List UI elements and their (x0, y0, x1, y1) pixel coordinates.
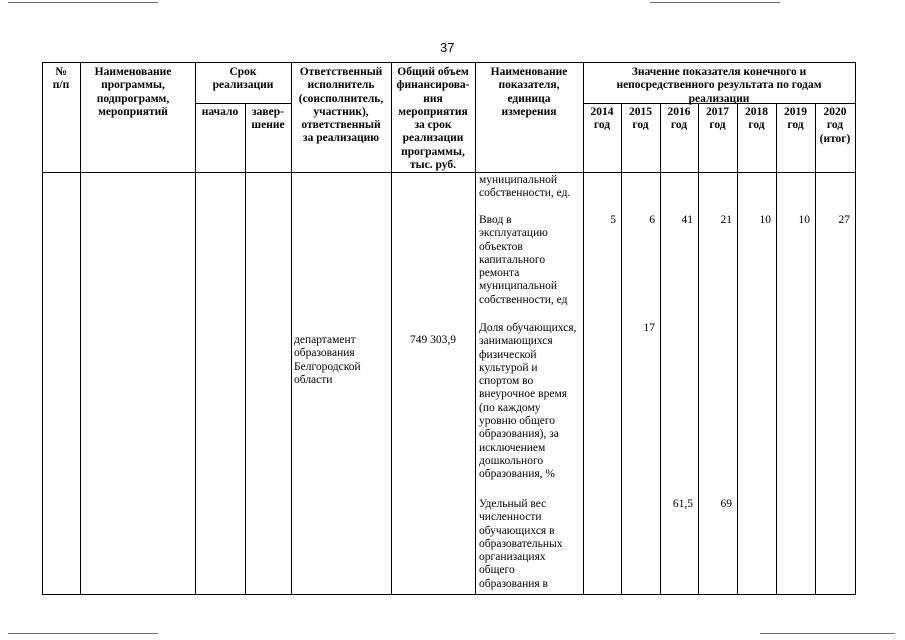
header-funding (391, 66, 475, 172)
indicator-line: обучающихся в (479, 524, 555, 537)
indicator-line: Удельный вес (479, 498, 547, 510)
indicator-line: общего (479, 564, 515, 577)
indicator-value: 6 (649, 214, 655, 226)
header-year-year: 2020 (823, 106, 847, 118)
scan-artifact-bottom-left (8, 633, 158, 634)
header-num-line: № (55, 66, 67, 78)
indicator-value: 41 (681, 214, 693, 226)
grid-line-column (195, 62, 196, 595)
indicator-line: образования в (479, 577, 548, 590)
indicator-3-text (479, 498, 563, 591)
grid-line-top (42, 62, 856, 63)
header-funding-line: ния (423, 92, 443, 105)
grid-line-column (42, 62, 43, 595)
body-responsible-line: департамент (294, 334, 356, 346)
scan-artifact-top-right (650, 2, 780, 3)
indicator-line: Ввод в (479, 214, 512, 226)
header-year-year: 2019 (784, 106, 807, 118)
header-values-title-line: непосредственного результата по годам (616, 79, 822, 92)
indicator-value: 10 (759, 214, 771, 226)
grid-line-subcolumn (815, 103, 816, 595)
header-program-name-line: мероприятий (98, 105, 168, 118)
header-year-unit: год (826, 119, 844, 132)
header-term-end-line: шение (251, 119, 285, 132)
header-indicator-line: показателя, (498, 79, 560, 92)
header-year-6 (815, 106, 855, 146)
header-values-title (583, 66, 855, 106)
header-year-unit: год (670, 119, 688, 132)
grid-line-subcolumn (737, 103, 738, 595)
indicator-line: спортом во (479, 375, 534, 388)
header-year-unit: год (709, 119, 726, 132)
header-year-unit: год (632, 119, 649, 132)
indicator-value: 10 (798, 214, 810, 226)
body-responsible-line: области (294, 373, 333, 386)
header-program-name-line: программы, (101, 79, 165, 92)
header-responsible-line: ответственный (301, 119, 381, 132)
header-funding-line: программы, (401, 145, 465, 158)
indicator-value: 5 (610, 214, 616, 226)
header-year-year: 2016 (667, 106, 691, 118)
header-responsible-line: исполнитель (307, 79, 375, 92)
grid-line-subcolumn (621, 103, 622, 595)
indicator-value: 61,5 (672, 498, 693, 510)
body-responsible (294, 334, 361, 387)
body-responsible-line: образования (294, 347, 355, 360)
indicator-line: капитального (479, 253, 546, 266)
header-indicator (475, 66, 583, 119)
grid-line-column (583, 62, 584, 595)
header-year-3 (698, 106, 737, 133)
header-year-1 (621, 106, 660, 133)
header-year-2 (660, 106, 698, 133)
indicator-line: внеурочное время (479, 388, 568, 401)
header-year-unit: год (787, 119, 804, 132)
header-program-name-line: Наименование (94, 66, 172, 78)
body-responsible-line: Белгородской (294, 360, 361, 373)
indicator-line: уровню общего (479, 415, 556, 428)
indicator-line: (по каждому (479, 401, 541, 414)
indicator-line: образования, % (479, 468, 555, 481)
header-funding-line: за срок (414, 119, 452, 132)
indicator-line: ремонта (479, 267, 520, 280)
indicator-1-text (479, 214, 568, 307)
header-program-name-line: подпрограмм, (96, 92, 170, 105)
header-funding-line: реализации (402, 132, 464, 145)
indicator-line: занимающихся (479, 335, 553, 348)
indicator-line: муниципальной (479, 280, 558, 293)
header-indicator-line: Наименование (490, 66, 568, 78)
grid-line-subcolumn (660, 103, 661, 595)
indicator-line: муниципальной (479, 174, 558, 186)
header-term-start: начало (201, 106, 239, 118)
header-values-title-line: Значение показателя конечного и (631, 66, 807, 78)
header-year-4 (737, 106, 776, 133)
header-indicator-line: единица (507, 92, 551, 105)
grid-line-column (475, 62, 476, 595)
header-term-line: Срок (229, 66, 257, 78)
grid-line-bottom (42, 594, 856, 595)
grid-line-column (80, 62, 81, 595)
header-num (42, 66, 80, 93)
indicator-line: собственности, ед. (479, 187, 571, 200)
header-year-year: 2015 (629, 106, 652, 118)
grid-line-subcolumn (245, 103, 246, 595)
header-program-name (80, 66, 186, 119)
header-term-line: реализации (212, 79, 274, 92)
header-year-unit: год (593, 119, 611, 132)
indicator-line: эксплуатацию (479, 227, 548, 240)
header-funding-line: мероприятия (398, 105, 468, 118)
indicator-line: исключением (479, 441, 546, 454)
indicator-value: 21 (720, 214, 732, 226)
indicator-line: Доля обучающихся, (479, 322, 577, 334)
indicator-line: культурой и (479, 361, 538, 374)
indicator-value: 17 (643, 322, 655, 334)
indicator-0-text (479, 174, 570, 201)
header-funding-line: тыс. руб. (410, 159, 456, 172)
indicator-line: физической (479, 348, 537, 361)
indicator-2-text (479, 322, 576, 482)
header-responsible-line: за реализацию (302, 132, 380, 145)
indicator-value: 69 (720, 498, 732, 510)
header-year-year: 2014 (590, 106, 614, 118)
header-responsible-line: участник), (313, 105, 369, 118)
header-term-end (245, 106, 291, 133)
header-year-extra: (итог) (819, 132, 851, 145)
grid-line-subcolumn (776, 103, 777, 595)
indicator-line: образовательных (479, 537, 563, 550)
header-responsible-line: (соисполнитель, (298, 92, 384, 105)
indicator-line: образования), за (479, 428, 559, 441)
header-funding-line: финансирова- (396, 79, 470, 92)
indicator-line: объектов (479, 240, 523, 253)
header-funding-line: Общий объем (397, 66, 469, 78)
grid-line-column (855, 62, 856, 595)
scan-artifact-bottom-right (760, 633, 895, 634)
header-responsible-line: Ответственный (299, 66, 383, 78)
header-year-year: 2018 (745, 106, 768, 118)
indicator-line: численности (479, 511, 542, 524)
header-year-year: 2017 (706, 106, 729, 118)
indicator-line: дошкольного (479, 454, 544, 467)
body-funding: 749 303,9 (410, 334, 456, 346)
header-num-line: п/п (52, 79, 70, 92)
indicator-value: 27 (838, 214, 850, 226)
header-term (195, 66, 291, 93)
header-indicator-line: измерения (501, 105, 557, 118)
page-number: 37 (440, 40, 455, 55)
header-year-5 (776, 106, 815, 133)
indicator-line: собственности, ед (479, 293, 568, 306)
header-values-title-line: реализации (688, 92, 750, 105)
header-term-end-line: завер- (252, 106, 284, 118)
indicator-line: организациях (479, 551, 546, 564)
header-year-unit: год (748, 119, 765, 132)
header-year-0 (583, 106, 621, 133)
grid-line-subcolumn (698, 103, 699, 595)
grid-line-term-sub (195, 103, 291, 104)
scan-artifact-top-left (8, 2, 158, 3)
header-responsible (291, 66, 391, 146)
